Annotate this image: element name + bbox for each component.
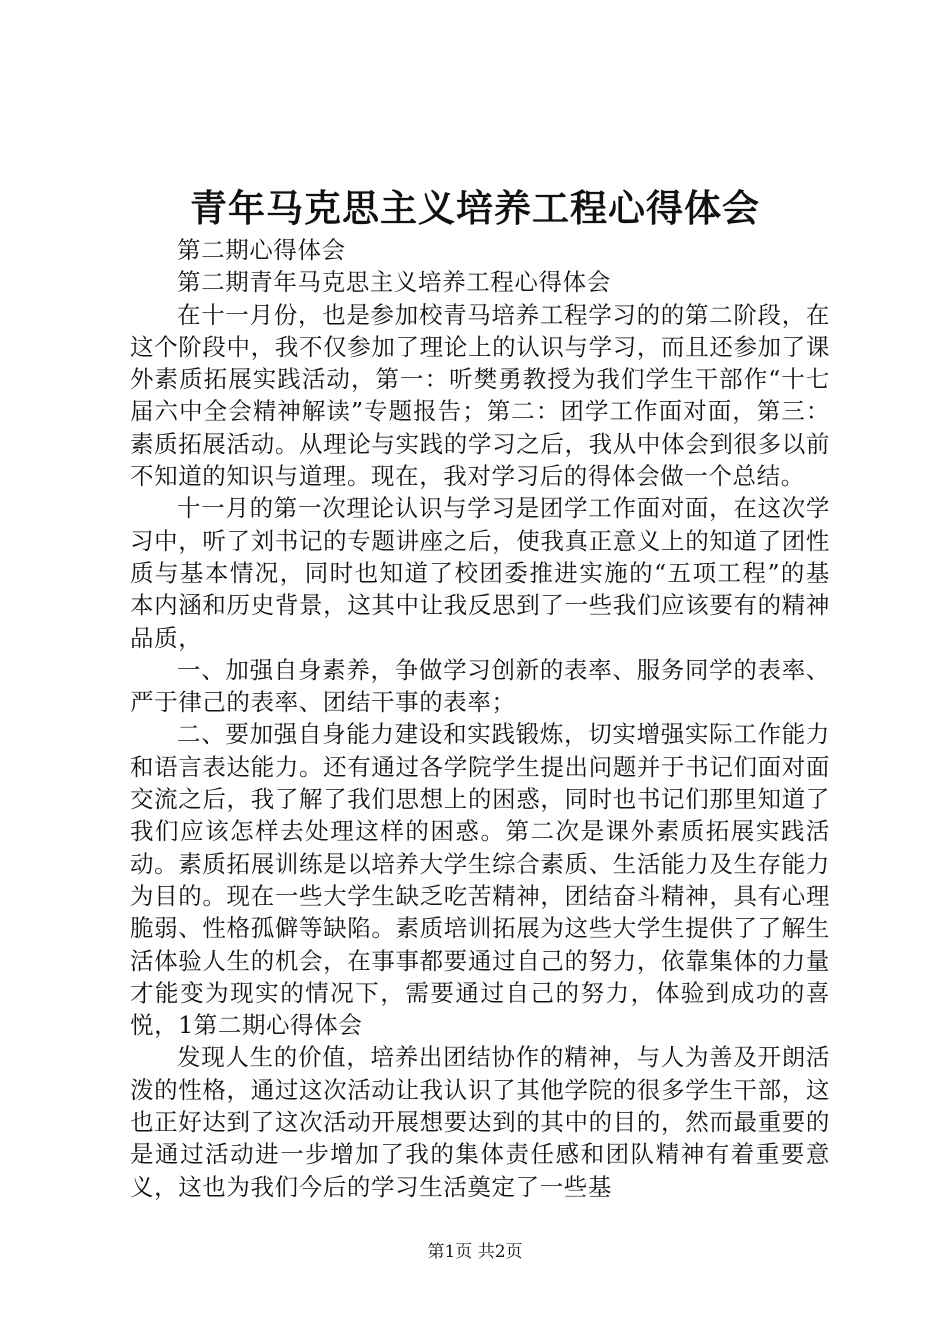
paragraph: 一、加强自身素养，争做学习创新的表率、服务同学的表率、严于律己的表率、团结干事的表率；: [130, 655, 830, 717]
paragraph-heading: 第二期青年马克思主义培养工程心得体会: [177, 268, 611, 297]
document-body: [130, 234, 830, 1203]
document-title: 青年马克思主义培养工程心得体会: [190, 186, 760, 230]
paragraph-subtitle: 第二期心得体会: [177, 236, 346, 264]
paragraph: 十一月的第一次理论认识与学习是团学工作面对面，在这次学习中，听了刘书记的专题讲座之后，使我真正意义上的知道了团性质与基本情况，同时也知道了校团委推进实施的“五项工程”的基本内涵和历史背景，这其中让我反思到了一些我们应该要有的精神品质，: [130, 494, 830, 652]
paragraph: 二、要加强自身能力建设和实践锻炼，切实增强实际工作能力和语言表达能力。还有通过各学院学生提出问题并于书记们面对面交流之后，我了解了我们思想上的困惑，同时也书记们那里知道了我们应该怎样去处理这样的困惑。第二次是课外素质拓展实践活动。素质拓展训练是以培养大学生综合素质、生活能力及生存能力为目的。现在一些大学生缺乏吃苦精神，团结奋斗精神，具有心理脆弱、性格孤僻等缺陷。素质培训拓展为这些大学生提供了了解生活体验人生的机会，在事事都要通过自己的努力，依靠集体的力量才能变为现实的情况下，需要通过自己的努力，体验到成功的喜悦，1第二期心得体会: [130, 720, 830, 1040]
paragraph: 发现人生的价值，培养出团结协作的精神，与人为善及开朗活泼的性格，通过这次活动让我认识了其他学院的很多学生干部，这也正好达到了这次活动开展想要达到的其中的目的，然而最重要的是通过活动进一步增加了我的集体责任感和团队精神有着重要意义，这也为我们今后的学习生活奠定了一些基: [130, 1043, 830, 1201]
page-footer: 第1页 共2页: [427, 1242, 523, 1262]
paragraph: 在十一月份，也是参加校青马培养工程学习的的第二阶段，在这个阶段中，我不仅参加了理论上的认识与学习，而且还参加了课外素质拓展实践活动，第一：听樊勇教授为我们学生干部作“十七届六中全会精神解读”专题报告；第二：团学工作面对面，第三：素质拓展活动。从理论与实践的学习之后，我从中体会到很多以前不知道的知识与道理。现在，我对学习后的得体会做一个总结。: [130, 300, 830, 491]
